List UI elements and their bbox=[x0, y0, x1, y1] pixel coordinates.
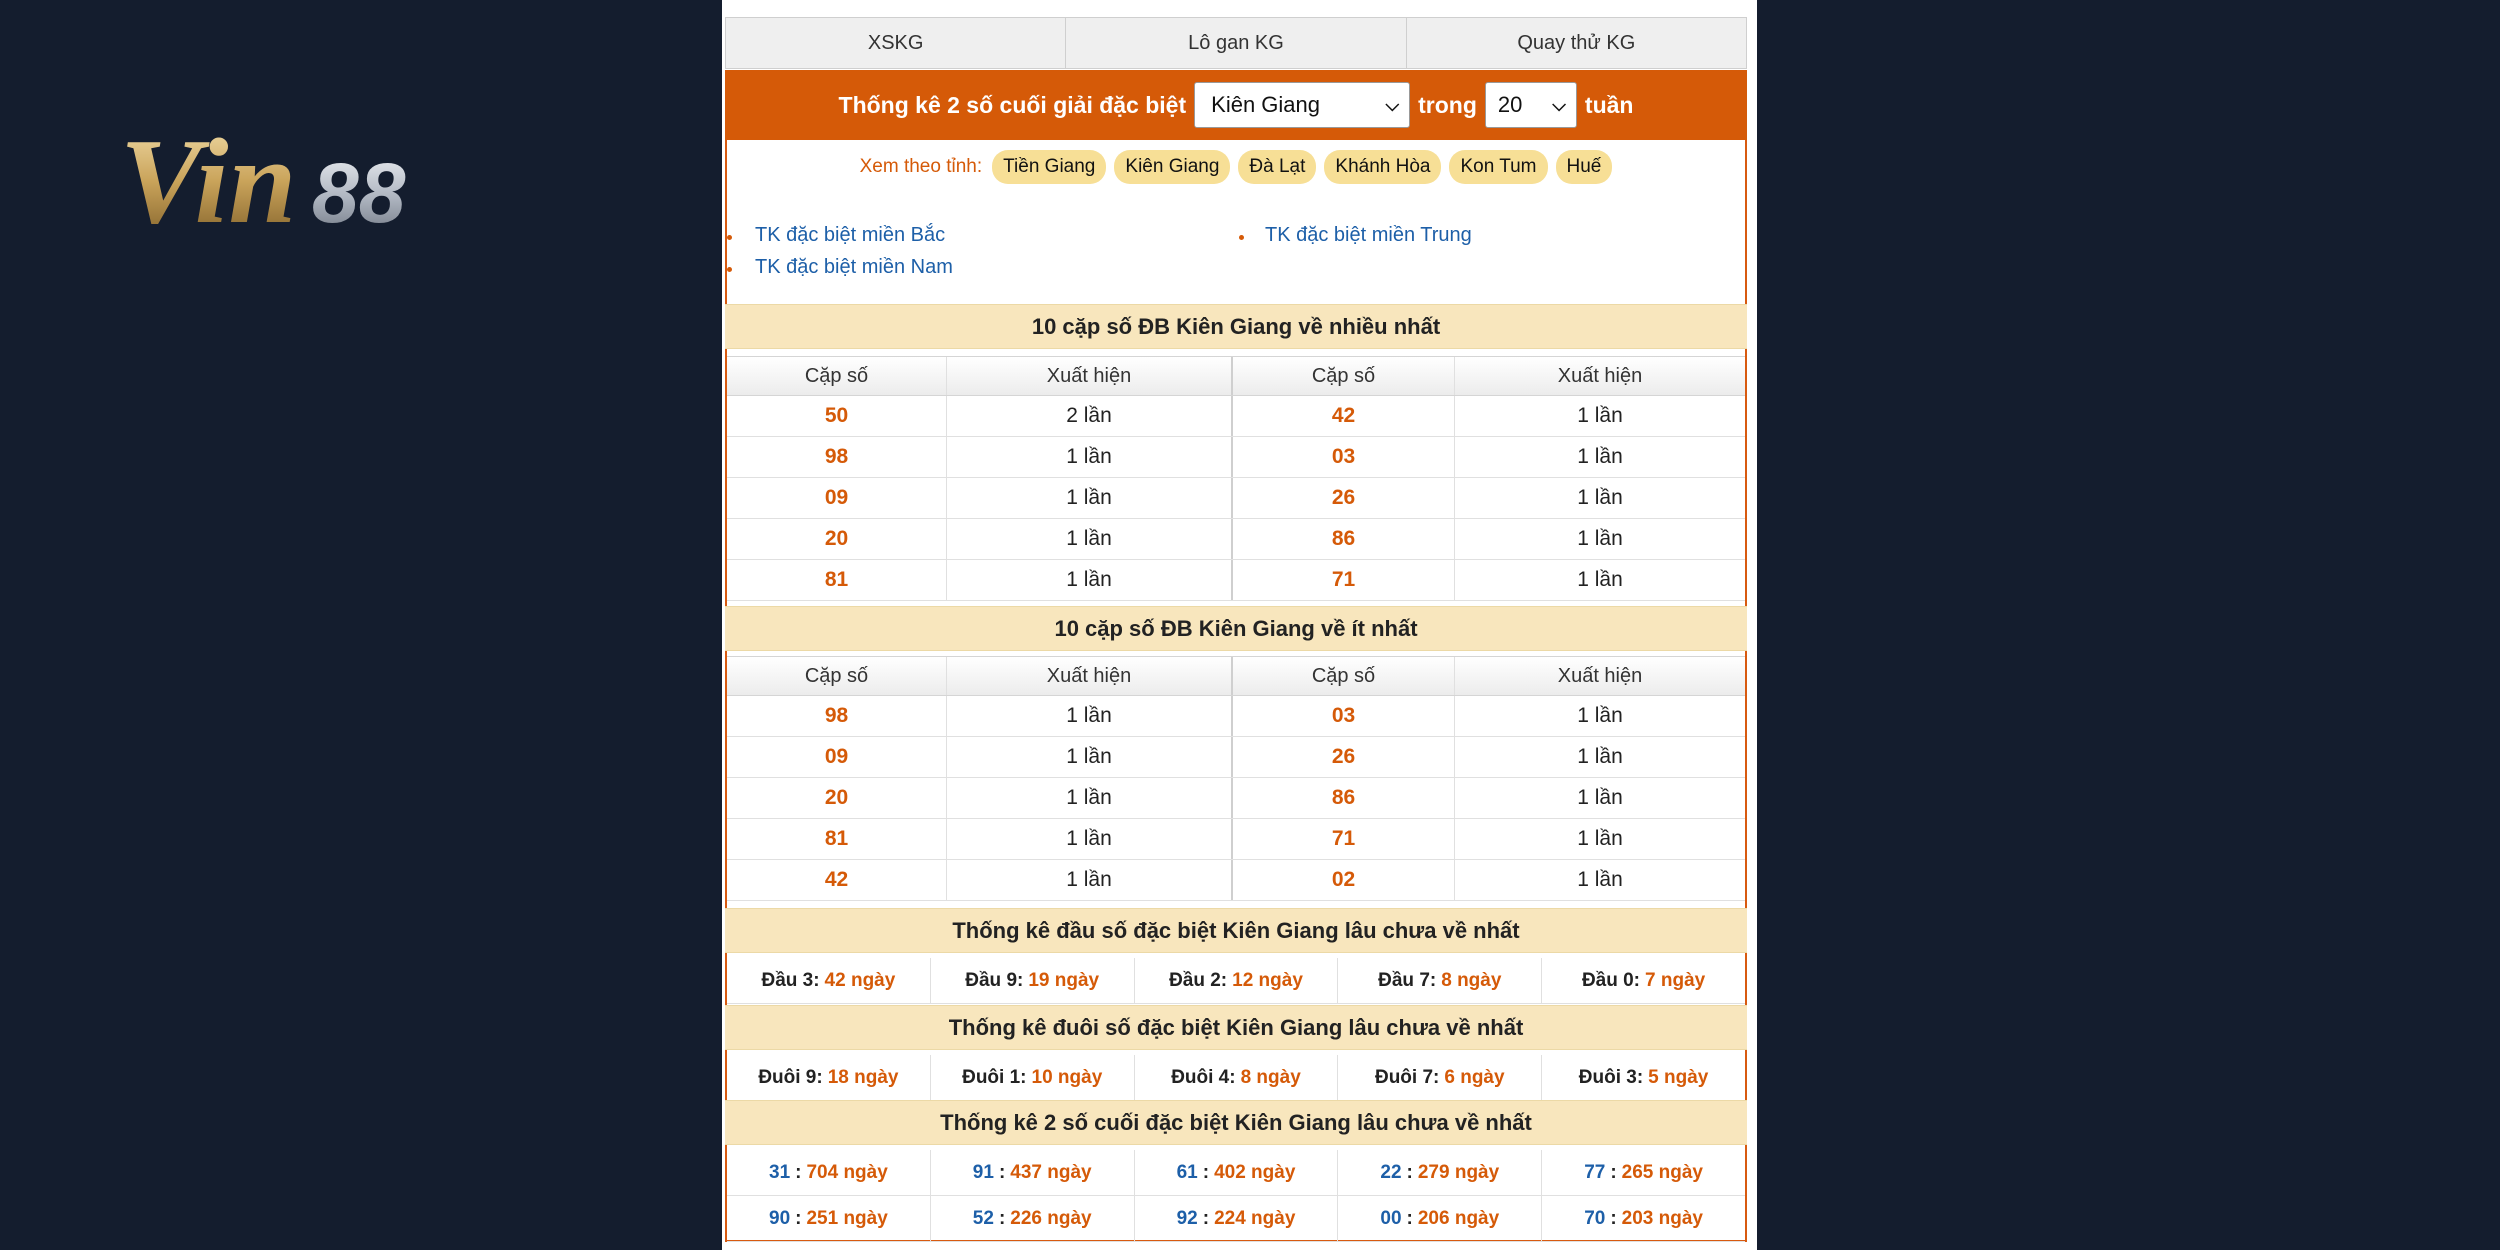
stat-value: 437 ngày bbox=[1010, 1161, 1092, 1183]
count-cell: 1 lần bbox=[1577, 704, 1623, 727]
vin88-logo bbox=[120, 118, 490, 238]
stat-value: 19 ngày bbox=[1028, 969, 1100, 991]
header-cell: Cặp số bbox=[1233, 657, 1455, 695]
stat-cell bbox=[1542, 1150, 1745, 1195]
stat-key: Đầu 7: bbox=[1378, 969, 1437, 991]
stat-cell bbox=[727, 1055, 931, 1100]
tab-xskg[interactable]: XSKG bbox=[726, 18, 1066, 68]
pair-cell: 03 bbox=[1233, 696, 1455, 736]
pair-key: 00 bbox=[1380, 1207, 1402, 1229]
count-cell: 1 lần bbox=[947, 478, 1233, 518]
bullet-icon bbox=[727, 235, 732, 240]
stat-value: 7 ngày bbox=[1645, 969, 1706, 991]
pair-cell: 09 bbox=[727, 478, 947, 518]
colon-separator: : bbox=[998, 1161, 1006, 1183]
province-filter-label: Xem theo tỉnh: bbox=[859, 156, 983, 177]
bullet-icon bbox=[727, 267, 732, 272]
province-pill[interactable]: Tiền Giang bbox=[992, 150, 1106, 184]
pair-cell: 86 bbox=[1233, 778, 1455, 818]
count-cell: 1 lần bbox=[1577, 404, 1623, 427]
content-panel bbox=[722, 0, 1757, 1250]
pair-cell: 81 bbox=[727, 560, 947, 600]
stat-value: 10 ngày bbox=[1031, 1066, 1103, 1088]
count-cell: 1 lần bbox=[1577, 868, 1623, 891]
stat-key: Đầu 0: bbox=[1581, 969, 1641, 991]
stat-key: Đầu 9: bbox=[965, 969, 1024, 991]
stat-value: 226 ngày bbox=[1010, 1207, 1092, 1229]
table-row bbox=[727, 396, 1745, 437]
stat-cell bbox=[1338, 1196, 1542, 1241]
stat-cell bbox=[1542, 1196, 1745, 1241]
stat-key: Đuôi 4: bbox=[1171, 1066, 1236, 1088]
province-pill[interactable]: Khánh Hòa bbox=[1324, 150, 1441, 184]
stat-cell bbox=[727, 958, 931, 1003]
count-cell: 1 lần bbox=[1577, 486, 1623, 509]
tail-stats-title: Thống kê đuôi số đặc biệt Kiên Giang lâu chưa về nhất bbox=[725, 1005, 1747, 1050]
link-south[interactable]: TK đặc biệt miền Nam bbox=[755, 256, 953, 278]
stat-key: Đuôi 1: bbox=[962, 1066, 1027, 1088]
stat-key: Đầu 3: bbox=[761, 969, 820, 991]
most-table bbox=[727, 356, 1745, 601]
chevron-down-icon: ⌵ bbox=[1385, 94, 1400, 115]
link-north[interactable]: TK đặc biệt miền Bắc bbox=[755, 224, 946, 246]
pair-key: 22 bbox=[1380, 1161, 1402, 1183]
filter-bar bbox=[725, 70, 1747, 140]
stat-value: 6 ngày bbox=[1444, 1066, 1505, 1088]
count-cell: 1 lần bbox=[947, 519, 1233, 559]
stat-value: 203 ngày bbox=[1621, 1207, 1703, 1229]
in-label: trong bbox=[1418, 91, 1477, 118]
stat-cell bbox=[1338, 1150, 1542, 1195]
stat-cell bbox=[931, 1055, 1135, 1100]
province-pill[interactable]: Kon Tum bbox=[1449, 150, 1547, 184]
least-table bbox=[727, 656, 1745, 901]
pair-cell: 42 bbox=[1233, 396, 1455, 436]
tab-quay-thu-kg[interactable]: Quay thử KG bbox=[1517, 31, 1636, 54]
head-stats-title: Thống kê đầu số đặc biệt Kiên Giang lâu chưa về nhất bbox=[725, 908, 1747, 953]
count-cell: 2 lần bbox=[947, 396, 1233, 436]
table-header bbox=[727, 656, 1745, 696]
stat-value: 704 ngày bbox=[806, 1161, 888, 1183]
count-cell: 1 lần bbox=[947, 778, 1233, 818]
bullet-icon bbox=[1239, 235, 1244, 240]
stat-cell bbox=[1135, 1150, 1339, 1195]
stat-cell bbox=[1338, 1055, 1542, 1100]
count-cell: 1 lần bbox=[1577, 745, 1623, 768]
colon-separator: : bbox=[1406, 1161, 1413, 1183]
pair-key: 77 bbox=[1584, 1161, 1606, 1183]
table-row bbox=[727, 560, 1745, 601]
header-cell: Xuất hiện bbox=[947, 357, 1233, 395]
table-row bbox=[727, 519, 1745, 560]
head-stats-row bbox=[727, 958, 1745, 1004]
province-pill[interactable]: Kiên Giang bbox=[1114, 150, 1230, 184]
stat-cell bbox=[931, 958, 1135, 1003]
link-central[interactable]: TK đặc biệt miền Trung bbox=[1265, 224, 1472, 246]
pair-key: 92 bbox=[1176, 1207, 1198, 1229]
pair-key: 61 bbox=[1176, 1161, 1198, 1183]
colon-separator: : bbox=[1610, 1207, 1617, 1229]
stat-value: 279 ngày bbox=[1417, 1161, 1500, 1183]
pair-cell: 98 bbox=[727, 437, 947, 477]
count-cell: 1 lần bbox=[947, 560, 1233, 600]
stat-cell bbox=[931, 1150, 1135, 1195]
stat-value: 18 ngày bbox=[827, 1066, 899, 1088]
count-cell: 1 lần bbox=[947, 437, 1233, 477]
tab-bar bbox=[725, 17, 1747, 69]
pair-stats-row bbox=[727, 1150, 1745, 1196]
province-filter bbox=[725, 148, 1747, 186]
stat-cell bbox=[1338, 958, 1542, 1003]
tab-lo-gan-kg[interactable]: Lô gan KG bbox=[1066, 18, 1406, 68]
table-row bbox=[727, 437, 1745, 478]
stat-value: 12 ngày bbox=[1232, 969, 1303, 991]
colon-separator: : bbox=[1406, 1207, 1413, 1229]
stat-cell bbox=[931, 1196, 1135, 1241]
least-title: 10 cặp số ĐB Kiên Giang về ít nhất bbox=[725, 606, 1747, 651]
stat-cell bbox=[727, 1196, 931, 1241]
stat-value: 42 ngày bbox=[824, 969, 896, 991]
stat-value: 8 ngày bbox=[1240, 1066, 1301, 1088]
stat-value: 224 ngày bbox=[1214, 1207, 1296, 1229]
stat-cell bbox=[1542, 958, 1745, 1003]
table-row bbox=[727, 860, 1745, 901]
header-cell: Cặp số bbox=[727, 657, 947, 695]
pair-cell: 26 bbox=[1233, 478, 1455, 518]
colon-separator: : bbox=[998, 1207, 1006, 1229]
pair-cell: 03 bbox=[1233, 437, 1455, 477]
stat-key: Đuôi 9: bbox=[758, 1066, 823, 1088]
stat-value: 206 ngày bbox=[1417, 1207, 1500, 1229]
pair-key: 52 bbox=[972, 1207, 994, 1229]
stat-cell bbox=[1135, 958, 1339, 1003]
province-select-value: Kiên Giang bbox=[1211, 92, 1320, 117]
count-cell: 1 lần bbox=[1577, 568, 1623, 591]
stat-cell bbox=[727, 1150, 931, 1195]
stat-key: Đuôi 3: bbox=[1578, 1066, 1644, 1088]
pair-cell: 42 bbox=[727, 860, 947, 900]
stat-key: Đuôi 7: bbox=[1374, 1066, 1440, 1088]
logo-88: 88 bbox=[312, 146, 406, 238]
table-row bbox=[727, 478, 1745, 519]
table-row bbox=[727, 696, 1745, 737]
province-pill[interactable]: Huế bbox=[1556, 150, 1613, 184]
count-cell: 1 lần bbox=[1577, 786, 1623, 809]
pair-cell: 09 bbox=[727, 737, 947, 777]
table-row bbox=[727, 737, 1745, 778]
region-links bbox=[725, 222, 1747, 292]
stat-cell bbox=[1135, 1055, 1339, 1100]
count-cell: 1 lần bbox=[947, 696, 1233, 736]
stat-value: 5 ngày bbox=[1648, 1066, 1709, 1088]
tail-stats-row bbox=[727, 1055, 1745, 1101]
stat-value: 265 ngày bbox=[1621, 1161, 1703, 1183]
logo-vin: Vin bbox=[120, 118, 297, 238]
header-cell: Xuất hiện bbox=[1557, 664, 1643, 687]
colon-separator: : bbox=[1610, 1161, 1617, 1183]
count-cell: 1 lần bbox=[947, 737, 1233, 777]
count-cell: 1 lần bbox=[947, 819, 1233, 859]
stat-key: Đầu 2: bbox=[1169, 969, 1228, 991]
pair-cell: 02 bbox=[1233, 860, 1455, 900]
header-cell: Xuất hiện bbox=[947, 657, 1233, 695]
weeks-select[interactable] bbox=[1485, 82, 1577, 128]
weeks-select-value: 20 bbox=[1497, 92, 1523, 117]
pair-cell: 50 bbox=[727, 396, 947, 436]
pair-stats-row bbox=[727, 1196, 1745, 1242]
pair-cell: 81 bbox=[727, 819, 947, 859]
pair-key: 70 bbox=[1584, 1207, 1606, 1229]
province-pill[interactable]: Đà Lạt bbox=[1238, 150, 1316, 184]
count-cell: 1 lần bbox=[1577, 445, 1623, 468]
most-title: 10 cặp số ĐB Kiên Giang về nhiều nhất bbox=[725, 304, 1747, 349]
pair-cell: 86 bbox=[1233, 519, 1455, 559]
pair-stats-title: Thống kê 2 số cuối đặc biệt Kiên Giang lâu chưa về nhất bbox=[725, 1100, 1747, 1145]
pair-cell: 20 bbox=[727, 519, 947, 559]
header-cell: Cặp số bbox=[727, 357, 947, 395]
pair-key: 31 bbox=[769, 1161, 791, 1183]
colon-separator: : bbox=[795, 1161, 802, 1183]
unit-label: tuần bbox=[1584, 91, 1634, 118]
chevron-down-icon: ⌵ bbox=[1552, 94, 1566, 115]
stat-value: 402 ngày bbox=[1214, 1161, 1296, 1183]
count-cell: 1 lần bbox=[1577, 527, 1623, 550]
pair-key: 90 bbox=[769, 1207, 791, 1229]
province-select[interactable] bbox=[1194, 82, 1410, 128]
colon-separator: : bbox=[1202, 1207, 1210, 1229]
stat-cell bbox=[1135, 1196, 1339, 1241]
table-row bbox=[727, 819, 1745, 860]
pair-cell: 98 bbox=[727, 696, 947, 736]
pair-cell: 20 bbox=[727, 778, 947, 818]
pair-cell: 26 bbox=[1233, 737, 1455, 777]
pair-cell: 71 bbox=[1233, 560, 1455, 600]
pair-key: 91 bbox=[972, 1161, 994, 1183]
stat-value: 251 ngày bbox=[806, 1207, 888, 1229]
filter-title: Thống kê 2 số cuối giải đặc biệt bbox=[838, 91, 1187, 118]
colon-separator: : bbox=[1202, 1161, 1210, 1183]
count-cell: 1 lần bbox=[947, 860, 1233, 900]
table-row bbox=[727, 778, 1745, 819]
stat-cell bbox=[1542, 1055, 1745, 1100]
header-cell: Xuất hiện bbox=[1557, 364, 1643, 387]
stat-value: 8 ngày bbox=[1441, 969, 1502, 991]
count-cell: 1 lần bbox=[1577, 827, 1623, 850]
table-header bbox=[727, 356, 1745, 396]
pair-cell: 71 bbox=[1233, 819, 1455, 859]
colon-separator: : bbox=[795, 1207, 802, 1229]
header-cell: Cặp số bbox=[1233, 357, 1455, 395]
